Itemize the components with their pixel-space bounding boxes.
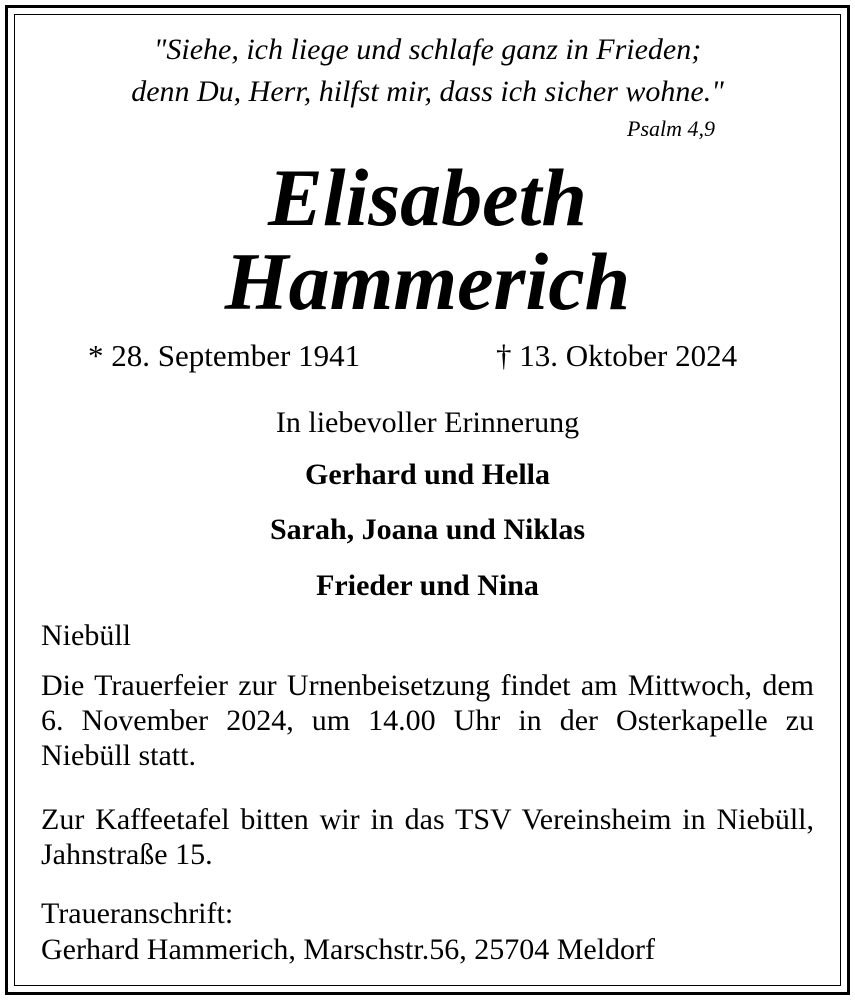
family-line-2: Sarah, Joana und Niklas <box>269 513 586 546</box>
ceremony-notice: Die Trauerfeier zur Urnenbeisetzung findet am Mittwoch, dem 6. November 2024, um 14.00 Uhr in der Osterkapelle zu Niebüll statt. <box>41 669 814 772</box>
deceased-last-name: Hammerich <box>224 236 631 327</box>
mourning-address: Gerhard Hammerich, Marschstr.56, 25704 Meldorf <box>41 933 656 966</box>
epigraph-source: Psalm 4,9 <box>627 116 715 141</box>
family-line-3: Frieder und Nina <box>316 569 539 602</box>
mourners-place: Niebüll <box>41 619 131 652</box>
coffee-notice: Zur Kaffeetafel bitten wir in das TSV Vereinsheim in Niebüll, Jahnstraße 15. <box>41 803 814 871</box>
epigraph-line-2: denn Du, Herr, hilfst mir, dass ich sicher wohne." <box>131 75 724 108</box>
death-date: † 13. Oktober 2024 <box>496 338 738 373</box>
family-line-1: Gerhard und Hella <box>304 458 551 491</box>
memory-intro: In liebevoller Erinnerung <box>275 406 580 439</box>
epigraph-line-1: "Siehe, ich liege und schlafe ganz in Frieden; <box>153 33 702 66</box>
address-label: Traueranschrift: <box>41 897 234 930</box>
deceased-first-name: Elisabeth <box>268 152 587 243</box>
birth-date: * 28. September 1941 <box>88 338 361 373</box>
